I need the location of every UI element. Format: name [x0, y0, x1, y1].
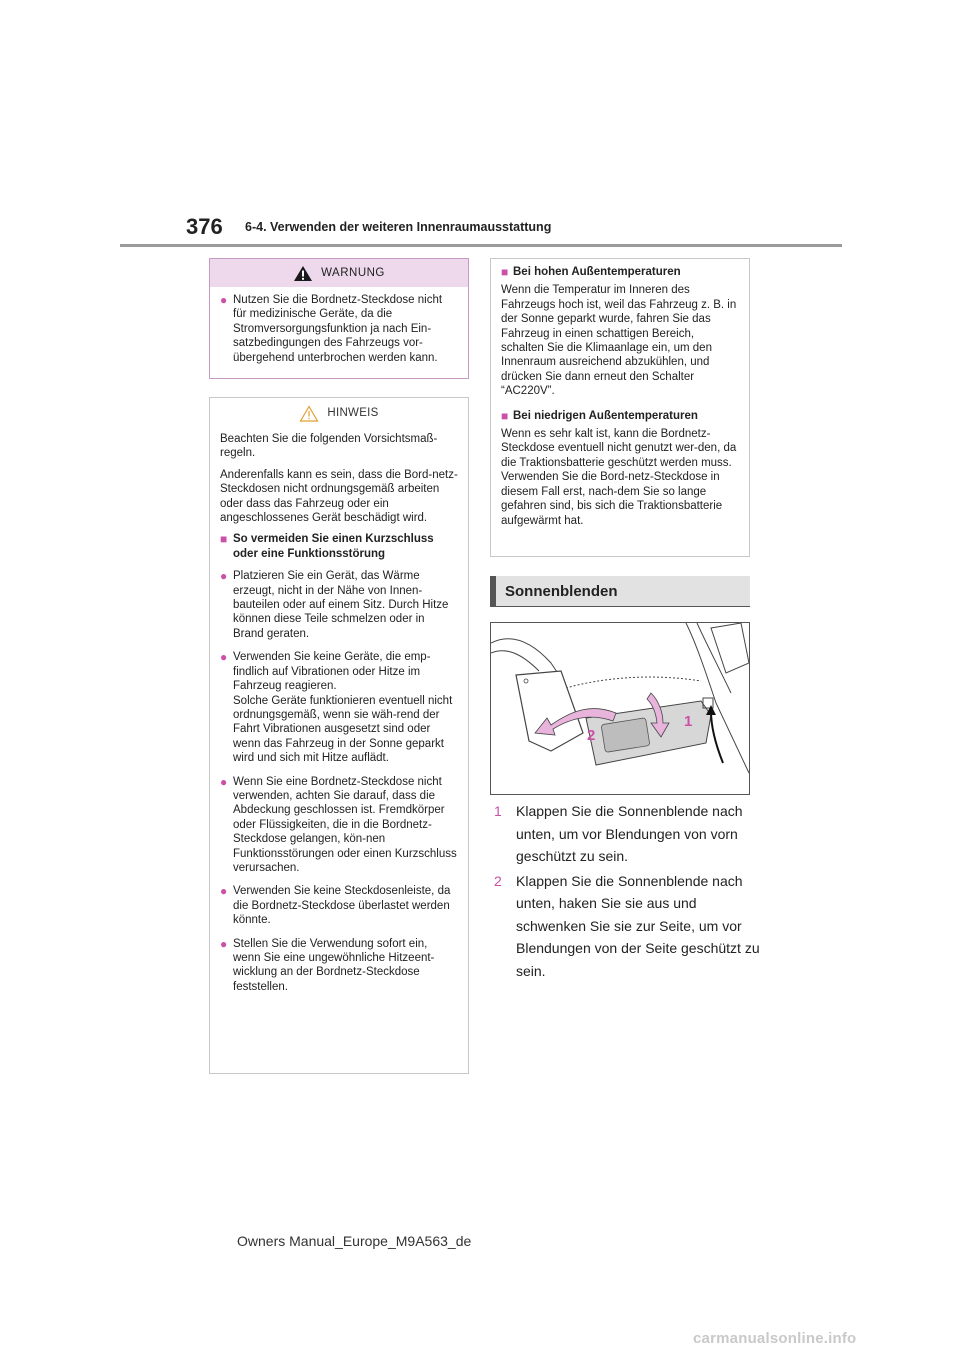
warning-box-header	[210, 259, 468, 287]
list-item	[220, 775, 458, 876]
step-text: Klappen Sie die Sonnenblende nach unten, um vor Blendungen von vorn geschützt zu sein.	[516, 803, 743, 864]
sunvisor-steps	[492, 800, 762, 984]
callout-1: 1	[684, 713, 693, 730]
step-item	[492, 800, 762, 868]
notice-item-text: Wenn Sie eine Bordnetz-Steckdose nicht verwenden, achten Sie darauf, dass die Abdeckung geschlossen ist. Fremdkörper oder Flüssigkeiten, die in die Bordnetz-Steckdose gelangen, kön-nen Funktionsstörungen oder einen Kurzschluss verursachen.	[233, 775, 457, 874]
circle-bullet-icon: ●	[220, 650, 228, 665]
page-number: 376	[186, 214, 223, 239]
step-number: 1	[494, 803, 502, 819]
caution-triangle-icon	[299, 405, 319, 422]
sunvisor-header-rule	[490, 606, 750, 607]
notice-subheading-text: So vermeiden Sie einen Kurzschluss oder eine Funktionsstörung	[233, 533, 434, 560]
sunvisor-heading: Sonnenblenden	[505, 582, 618, 600]
low-temp-heading	[501, 409, 739, 423]
warning-triangle-icon	[293, 265, 313, 282]
temperature-box	[490, 258, 750, 557]
list-item	[220, 293, 458, 365]
sunvisor-illustration	[490, 622, 750, 795]
low-temp-heading-text: Bei niedrigen Außentemperaturen	[513, 409, 698, 422]
notice-intro-2: Anderenfalls kann es sein, dass die Bord-netz-Steckdosen nicht ordnungsgemäß arbeiten oder dass das Fahrzeug oder ein angeschlossenes Gerät beschädigt wird.	[220, 468, 458, 525]
step-text: Klappen Sie die Sonnenblende nach unten, haken Sie sie aus und schwenken Sie sie zur Seite, um vor Blendungen von der Seite geschützt zu sein.	[516, 872, 760, 979]
list-item	[220, 937, 458, 995]
square-bullet-icon: ■	[501, 408, 509, 423]
notice-intro-1: Beachten Sie die folgenden Vorsichtsmaß-regeln.	[220, 433, 438, 460]
step-item	[492, 870, 762, 983]
notice-box-header	[210, 398, 468, 428]
high-temp-text: Wenn die Temperatur im Inneren des Fahrzeugs hoch ist, weil das Fahrzeug z. B. in der Sonne geparkt wurde, fahren Sie das Fahrzeug in einen schattigen Bereich, schalten Sie die Klimaanlage ein, um den Innenraum ausreichend abzukühlen, und drücken Sie dann erneut den Schalter “AC220V”.	[501, 284, 737, 398]
notice-title: HINWEIS	[327, 407, 379, 419]
notice-subheading	[220, 532, 458, 561]
notice-item-text: Verwenden Sie keine Steckdosenleiste, da die Bordnetz-Steckdose überlastet werden könnte.	[233, 885, 451, 927]
circle-bullet-icon: ●	[220, 569, 228, 584]
circle-bullet-icon: ●	[220, 936, 228, 951]
circle-bullet-icon: ●	[220, 293, 228, 307]
circle-bullet-icon: ●	[220, 884, 228, 899]
step-number: 2	[494, 872, 502, 889]
high-temp-heading	[501, 265, 739, 279]
header-rule	[120, 244, 842, 247]
watermark: carmanualsonline.info	[693, 1330, 857, 1347]
list-item	[220, 884, 458, 927]
notice-box	[209, 397, 469, 1074]
square-bullet-icon: ■	[501, 265, 509, 279]
warning-title: WARNUNG	[321, 267, 385, 279]
sunvisor-drawing	[491, 623, 749, 794]
high-temp-heading-text: Bei hohen Außentemperaturen	[513, 266, 681, 278]
notice-item-text: Verwenden Sie keine Geräte, die emp-findlich auf Vibrationen oder Hitze im Fahrzeug reagieren. Solche Geräte funktionieren eventuell nicht ordnungsgemäß, wenn sie wäh-rend der Fahrt Vibrationen ausgesetzt sind oder wenn das Fahrzeug in der Sonne geparkt wird und sich mit Hitze auflädt.	[233, 651, 453, 765]
notice-item-text: Stellen Sie die Verwendung sofort ein, wenn Sie eine ungewöhnliche Hitzeent-wicklung an der Bordnetz-Steckdose feststellen.	[233, 937, 435, 993]
low-temp-text: Wenn es sehr kalt ist, kann die Bordnetz-Steckdose eventuell nicht genutzt wer-den, da die Traktionsbatterie geschützt werden muss. Verwenden Sie die Bord-netz-Steckdose in diesem Fall erst, nach-dem Sie so lange gefahren sind, bis sich die Traktionsbatterie aufgewärmt hat.	[501, 428, 737, 527]
list-item	[220, 569, 458, 641]
sunvisor-section-header	[490, 576, 750, 606]
list-item	[220, 650, 458, 765]
callout-2: 2	[587, 727, 596, 744]
warning-box	[209, 258, 469, 379]
square-bullet-icon: ■	[220, 532, 228, 547]
circle-bullet-icon: ●	[220, 774, 228, 789]
section-title: 6-4. Verwenden der weiteren Innenraumausstattung	[245, 220, 552, 234]
notice-item-text: Platzieren Sie ein Gerät, das Wärme erzeugt, nicht in der Nähe von Innen-bauteilen oder auf einem Sitz. Durch Hitze können diese Teile schmelzen oder in Brand geraten.	[233, 570, 449, 640]
footer-text: Owners Manual_Europe_M9A563_de	[237, 1233, 472, 1249]
warning-item-text: Nutzen Sie die Bordnetz-Steckdose nicht für medizinische Geräte, da die Stromversorgungsfunktion ja nach Ein-satzbedingungen des Fahrzeugs vor-übergehend unterbrochen werden kann.	[233, 294, 443, 364]
